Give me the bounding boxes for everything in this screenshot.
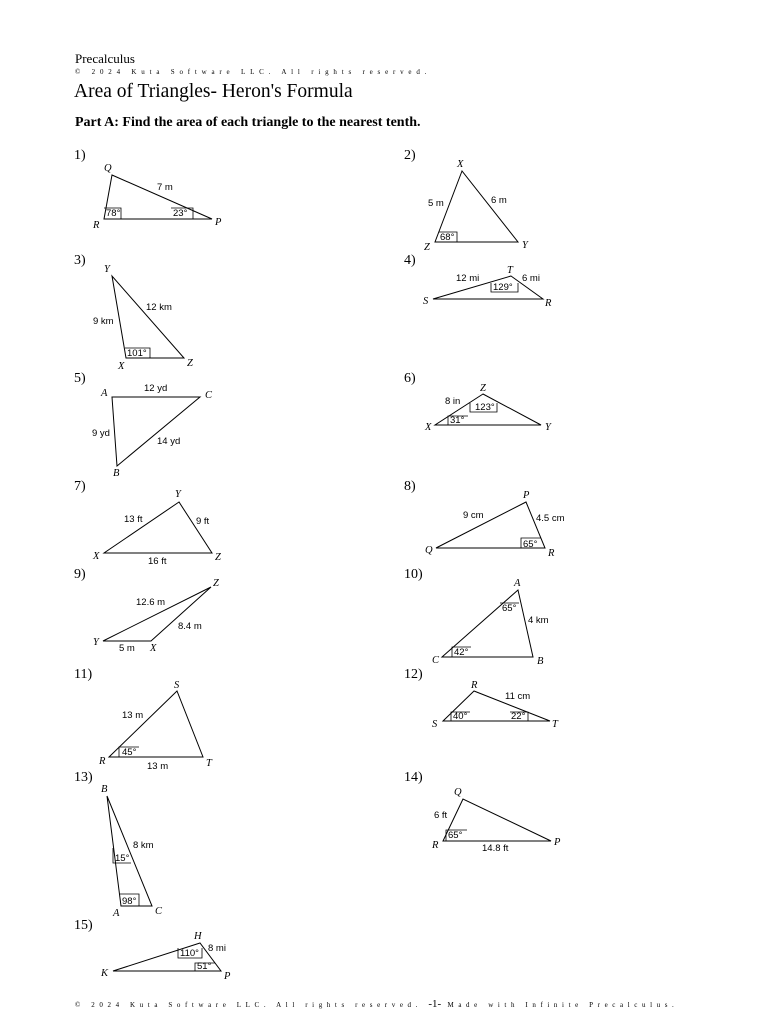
- vertex-label: C: [205, 390, 213, 401]
- side-length: 13 m: [147, 761, 169, 772]
- vertex-label: Z: [187, 358, 193, 369]
- side-length: 5 m: [119, 643, 135, 654]
- angle-measure: 65°: [502, 603, 517, 614]
- side-length: 14 yd: [157, 436, 181, 447]
- vertex-label: B: [537, 656, 544, 667]
- side-length: 9 cm: [463, 510, 484, 521]
- side-length: 4.5 cm: [536, 513, 565, 524]
- angle-measure: 40°: [453, 711, 468, 722]
- vertex-label: Z: [480, 383, 486, 394]
- side-length: 7 m: [157, 182, 173, 193]
- vertex-label: Z: [215, 552, 221, 563]
- angle-measure: 65°: [523, 539, 538, 550]
- vertex-label: Z: [424, 242, 430, 253]
- side-length: 8 in: [445, 396, 461, 407]
- vertex-label: S: [174, 680, 180, 691]
- side-length: 12.6 m: [136, 597, 166, 608]
- problem-number-15: 15): [74, 918, 93, 933]
- vertex-label: K: [101, 968, 109, 979]
- problem-number-12: 12): [404, 667, 423, 682]
- triangle-5: [92, 383, 213, 479]
- side-length: 6 m: [491, 195, 507, 206]
- triangle-15: [100, 931, 231, 982]
- vertex-label: Z: [213, 578, 219, 589]
- problem-number-2: 2): [404, 148, 416, 163]
- footer: [75, 998, 678, 1010]
- vertex-label: Y: [175, 489, 181, 500]
- vertex-label: X: [425, 422, 432, 433]
- angle-measure: 123°: [475, 402, 495, 413]
- triangle-14: [431, 787, 561, 854]
- vertex-label: C: [155, 906, 163, 917]
- side-length: 16 ft: [148, 556, 167, 567]
- triangle-11: [98, 680, 213, 772]
- vertex-label: Y: [104, 264, 110, 275]
- page-number: -1-: [428, 998, 442, 1010]
- vertex-label: A: [514, 578, 521, 589]
- footer-copyright: © 2024 Kuta Software LLC. All rights reserved.: [75, 1001, 422, 1009]
- angle-measure: 101°: [127, 348, 147, 359]
- side-length: 13 ft: [124, 514, 143, 525]
- vertex-label: A: [113, 908, 120, 919]
- worksheet-title: Area of Triangles- Heron's Formula: [74, 81, 353, 102]
- angle-measure: 15°: [115, 853, 130, 864]
- triangle-1: [92, 163, 222, 231]
- problem-number-5: 5): [74, 371, 86, 386]
- problem-number-6: 6): [404, 371, 416, 386]
- part-a-instructions: Part A: Find the area of each triangle to the nearest tenth.: [75, 115, 421, 130]
- vertex-label: Q: [104, 163, 112, 174]
- triangle-7: [92, 489, 221, 567]
- angle-measure: 78°: [106, 208, 121, 219]
- problem-number-8: 8): [404, 479, 416, 494]
- triangle-outline: [112, 276, 184, 358]
- vertex-label: P: [224, 971, 231, 982]
- problem-number-13: 13): [74, 770, 93, 785]
- vertex-label: P: [215, 217, 222, 228]
- side-length: 6 ft: [434, 810, 448, 821]
- vertex-label: R: [548, 548, 555, 559]
- vertex-label: C: [432, 655, 440, 666]
- triangle-12: [432, 680, 559, 730]
- triangle-4: [423, 265, 552, 309]
- vertex-label: R: [471, 680, 478, 691]
- angle-measure: 68°: [440, 232, 455, 243]
- vertex-label: X: [150, 643, 157, 654]
- side-length: 12 yd: [144, 383, 168, 394]
- angle-measure: 22°: [511, 711, 526, 722]
- side-length: 8.4 m: [178, 621, 202, 632]
- vertex-label: B: [113, 468, 120, 479]
- side-length: 9 km: [93, 316, 114, 327]
- problem-number-4: 4): [404, 253, 416, 268]
- vertex-label: Y: [522, 240, 528, 251]
- problem-number-7: 7): [74, 479, 86, 494]
- vertex-label: T: [206, 758, 212, 769]
- problem-number-14: 14): [404, 770, 423, 785]
- side-length: 6 mi: [522, 273, 540, 284]
- triangle-3: [93, 264, 193, 372]
- problem-number-10: 10): [404, 567, 423, 582]
- triangle-8: [425, 490, 565, 559]
- triangle-9: [93, 578, 219, 654]
- side-length: 9 yd: [92, 428, 110, 439]
- vertex-label: Q: [454, 787, 462, 798]
- vertex-label: H: [194, 931, 202, 942]
- vertex-label: R: [93, 220, 100, 231]
- problem-number-3: 3): [74, 253, 86, 268]
- angle-measure: 23°: [173, 208, 188, 219]
- vertex-label: T: [552, 719, 558, 730]
- angle-measure: 129°: [493, 282, 513, 293]
- triangle-outline: [103, 587, 211, 641]
- side-length: 5 m: [428, 198, 444, 209]
- vertex-label: X: [93, 551, 100, 562]
- triangle-2: [424, 159, 529, 253]
- problem-number-11: 11): [74, 667, 93, 682]
- vertex-label: P: [523, 490, 530, 501]
- angle-measure: 65°: [448, 830, 463, 841]
- angle-measure: 51°: [197, 961, 212, 972]
- vertex-label: R: [432, 840, 439, 851]
- vertex-label: S: [432, 719, 438, 730]
- vertex-label: S: [423, 296, 429, 307]
- vertex-label: Y: [93, 637, 99, 648]
- vertex-label: Y: [545, 422, 551, 433]
- vertex-label: X: [118, 361, 125, 372]
- triangle-10: [432, 578, 549, 667]
- side-length: 12 km: [146, 302, 172, 313]
- side-length: 9 ft: [196, 516, 210, 527]
- angle-measure: 31°: [450, 415, 465, 426]
- side-length: 11 cm: [505, 691, 531, 702]
- vertex-label: T: [507, 265, 513, 276]
- triangle-outline: [107, 796, 152, 906]
- angle-measure: 110°: [180, 948, 199, 959]
- vertex-label: B: [101, 784, 108, 795]
- vertex-label: R: [545, 298, 552, 309]
- problem-number-9: 9): [74, 567, 86, 582]
- side-length: 8 mi: [208, 943, 226, 954]
- side-length: 4 km: [528, 615, 549, 626]
- vertex-label: R: [99, 756, 106, 767]
- side-length: 8 km: [133, 840, 154, 851]
- triangle-6: [424, 383, 552, 433]
- course-name: Precalculus: [75, 51, 135, 66]
- angle-measure: 42°: [454, 647, 469, 658]
- vertex-label: P: [554, 837, 561, 848]
- side-length: 14.8 ft: [482, 843, 509, 854]
- vertex-label: X: [457, 159, 464, 170]
- problem-number-1: 1): [74, 148, 86, 163]
- vertex-label: Q: [425, 545, 433, 556]
- header-copyright: © 2024 Kuta Software LLC. All rights reserved.: [75, 68, 432, 76]
- footer-made-with: Made with Infinite Precalculus.: [447, 1001, 679, 1009]
- triangle-13: [101, 784, 163, 919]
- angle-measure: 98°: [122, 896, 137, 907]
- triangle-outline: [104, 502, 212, 553]
- angle-measure: 45°: [122, 747, 137, 758]
- side-length: 12 mi: [456, 273, 480, 284]
- triangle-outline: [112, 397, 200, 466]
- side-length: 13 m: [122, 710, 144, 721]
- vertex-label: A: [101, 388, 108, 399]
